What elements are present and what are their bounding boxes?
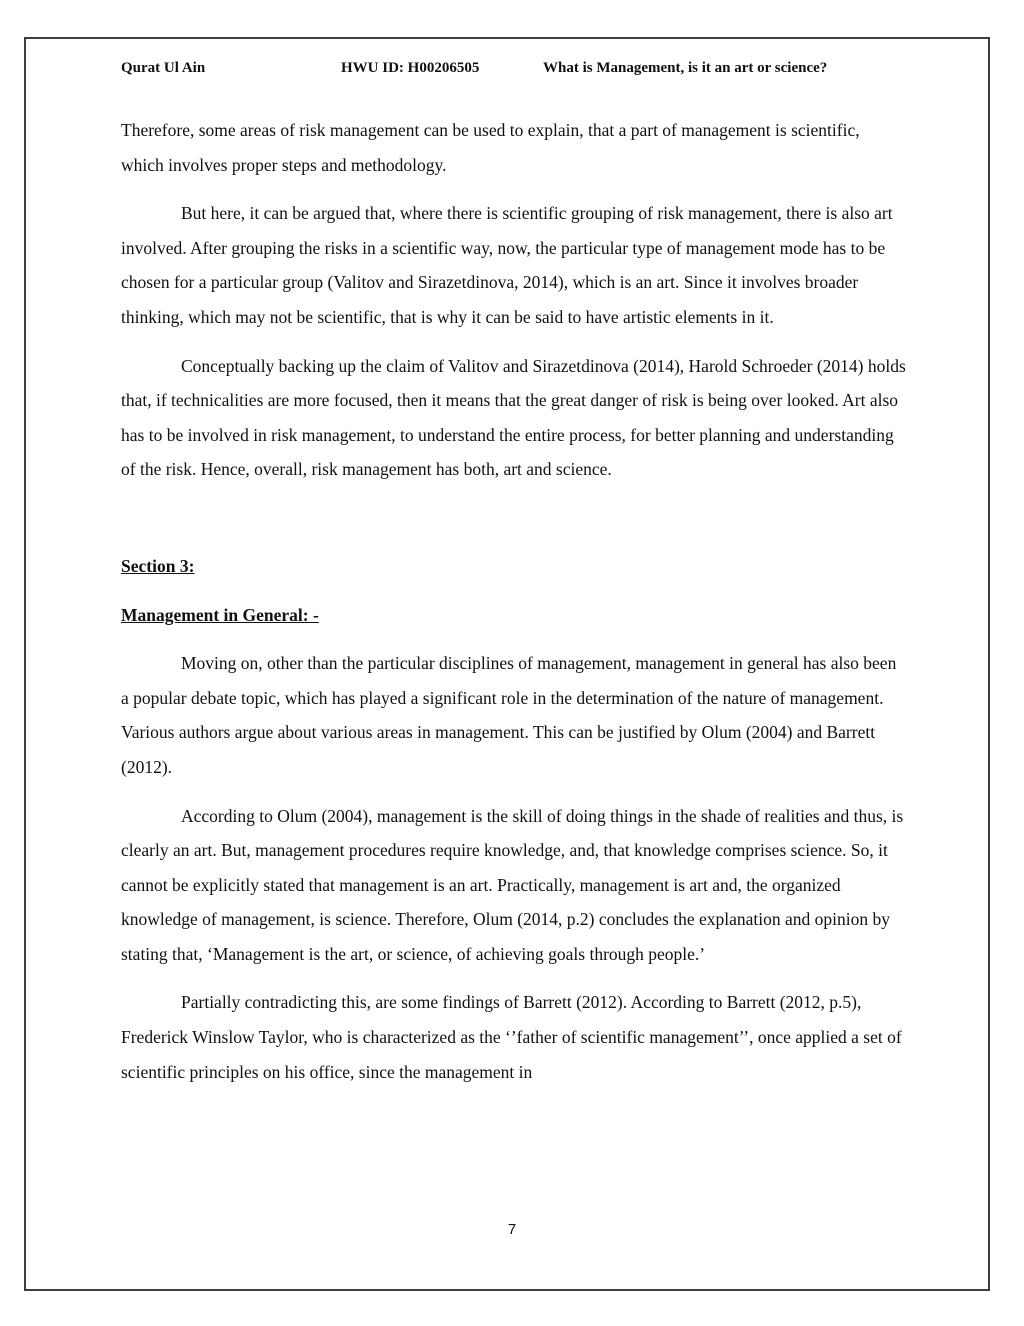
subsection-heading: Management in General: -: [121, 604, 319, 625]
header-student-id: HWU ID: H00206505: [341, 60, 480, 76]
paragraph-4: Moving on, other than the particular disciplines of management, management in general has also been a popular debate topic, which has played a significant role in the determination of the nature of management. Various authors argue about various areas in management. This can be justified by Olum (2004) and Barrett (2012).: [121, 653, 897, 777]
page-number: 7: [507, 1221, 517, 1238]
paragraph-1: Therefore, some areas of risk management can be used to explain, that a part of management is scientific, which involves proper steps and methodology.: [121, 120, 860, 175]
page-header: [0, 60, 1024, 82]
paragraph-2: But here, it can be argued that, where there is scientific grouping of risk management, there is also art involved. After grouping the risks in a scientific way, now, the particular type of management mode has to be chosen for a particular group (Valitov and Sirazetdinova, 2014), which is an art. Since it involves broader thinking, which may not be scientific, that is why it can be said to have artistic elements in it.: [121, 203, 893, 327]
section-spacer: [121, 501, 906, 549]
section-heading: Section 3:: [121, 555, 195, 576]
document-body: [121, 113, 906, 1103]
header-author: Qurat Ul Ain: [121, 60, 206, 76]
paragraph-3: Conceptually backing up the claim of Valitov and Sirazetdinova (2014), Harold Schroeder (2014) holds that, if technicalities are more focused, then it means that the great danger of risk is being over looked. Art also has to be involved in risk management, to understand the entire process, for better planning and understanding of the risk. Hence, overall, risk management has both, art and science.: [121, 355, 906, 480]
header-document-title: What is Management, is it an art or science?: [543, 60, 828, 76]
paragraph-6: Partially contradicting this, are some findings of Barrett (2012). According to Barrett (2012, p.5), Frederick Winslow Taylor, who is characterized as the ‘’father of scientific management’’, once applied a set of scientific principles on his office, since the management in: [121, 992, 902, 1082]
paragraph-5: According to Olum (2004), management is the skill of doing things in the shade of realities and thus, is clearly an art. But, management procedures require knowledge, and, that knowledge comprises science. So, it cannot be explicitly stated that management is an art. Practically, management is art and, the organized knowledge of management, is science. Therefore, Olum (2014, p.2) concludes the explanation and opinion by stating that, ‘Management is the art, or science, of achieving goals through people.’: [121, 805, 904, 964]
